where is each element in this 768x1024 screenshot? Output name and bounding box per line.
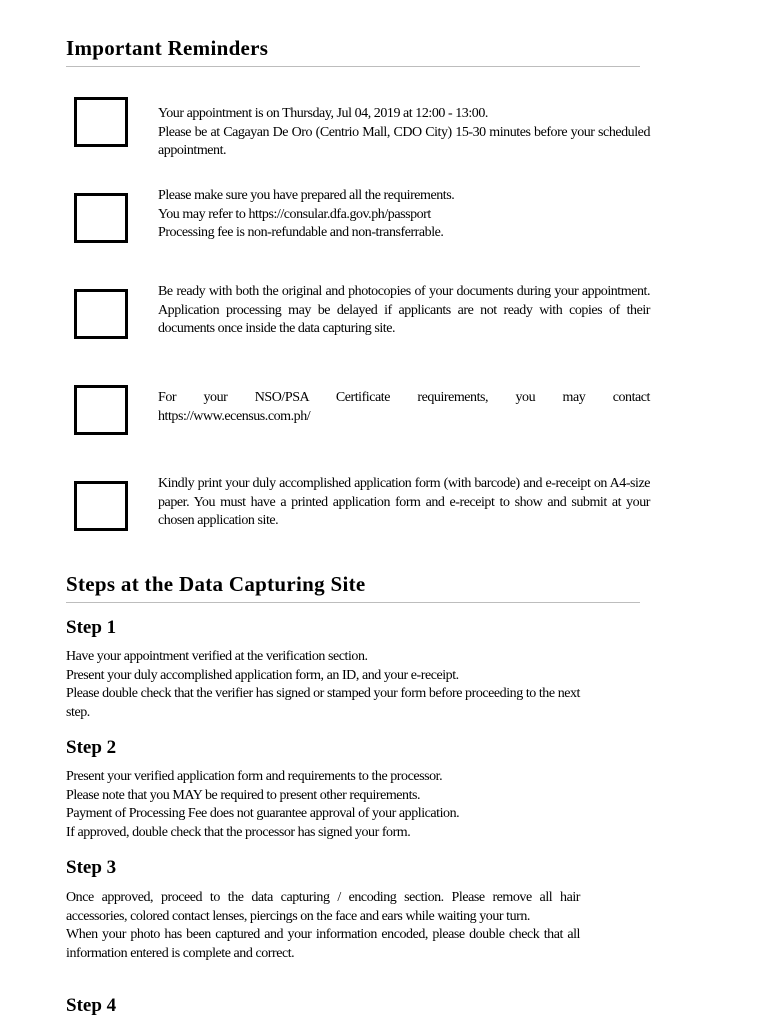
reminder-line: Processing fee is non-refundable and non-transferrable. xyxy=(158,225,444,240)
reminder-checkbox-appointment[interactable] xyxy=(74,97,128,147)
reminder-line: Please be at Cagayan De Oro (Centrio Mall, CDO City) 15-30 minutes before your scheduled appointment. xyxy=(158,124,650,158)
reminder-line: Your appointment is on Thursday, Jul 04, 2019 at 12:00 - 13:00. xyxy=(158,106,488,121)
reminder-text-certificate xyxy=(158,389,650,426)
step-line: Present your verified application form and requirements to the processor. xyxy=(66,769,443,784)
reminder-line: Please make sure you have prepared all the requirements. xyxy=(158,188,455,203)
step-line: Payment of Processing Fee does not guarantee approval of your application. xyxy=(66,806,460,822)
reminder-checkbox-requirements[interactable] xyxy=(74,193,128,243)
steps-heading: Steps at the Data Capturing Site xyxy=(66,572,640,603)
reminder-text-documents xyxy=(158,283,650,339)
step-3-body xyxy=(66,889,580,964)
step-line: When your photo has been captured and your information encoded, please double check that all information entered is complete and correct. xyxy=(66,927,580,962)
reminder-link[interactable]: https://www.ecensus.com.ph/ xyxy=(158,408,311,424)
step-4-title: Step 4 xyxy=(66,995,117,1016)
step-line: If approved, double check that the processor has signed your form. xyxy=(66,825,411,841)
reminder-line: Be ready with both the original and photocopies of your documents during your appointment. Application processing may be delayed if applicants are not ready with copies of their documents once inside the data capturing site. xyxy=(158,284,650,336)
step-line: Please note that you MAY be required to present other requirements. xyxy=(66,787,421,803)
reminder-text-requirements xyxy=(158,187,650,243)
step-1-body xyxy=(66,648,580,723)
step-1-title: Step 1 xyxy=(66,617,117,638)
step-2-title: Step 2 xyxy=(66,737,117,758)
step-line: Have your appointment verified at the verification section. xyxy=(66,649,368,664)
step-line: Once approved, proceed to the data capturing / encoding section. Please remove all hair accessories, colored contact lenses, piercings on the face and ears while waiting your turn. xyxy=(66,890,580,924)
reminder-text-print-form xyxy=(158,475,650,531)
step-line: Please double check that the verifier has signed or stamped your form before proceeding to the next step. xyxy=(66,686,580,721)
reminder-checkbox-documents[interactable] xyxy=(74,289,128,339)
step-2-body xyxy=(66,768,580,843)
important-reminders-heading: Important Reminders xyxy=(66,36,640,67)
reminder-checkbox-certificate[interactable] xyxy=(74,385,128,435)
reminder-line: Kindly print your duly accomplished application form (with barcode) and e-receipt on A4-size paper. You must have a printed application form and e-receipt to show and submit at your chosen application site. xyxy=(158,476,650,528)
step-line: Present your duly accomplished application form, an ID, and your e-receipt. xyxy=(66,667,459,683)
reminder-line: You may refer to https://consular.dfa.gov.ph/passport xyxy=(158,206,431,222)
reminder-text-appointment xyxy=(158,105,650,161)
reminder-checkbox-print-form[interactable] xyxy=(74,481,128,531)
step-3-title: Step 3 xyxy=(66,857,117,878)
reminder-line: For your NSO/PSA Certificate requirements, you may contact xyxy=(158,390,650,405)
